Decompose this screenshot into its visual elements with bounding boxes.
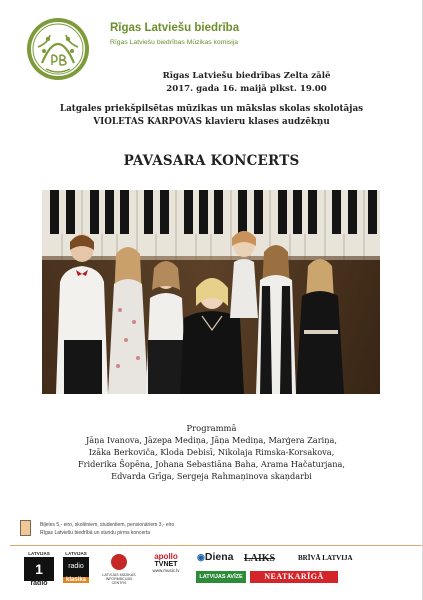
latvijas-radio-logo bbox=[22, 551, 56, 587]
tvnet-text: TVNET bbox=[154, 561, 178, 568]
intro-line-1: Latgales priekšpilsētas mūzikas un mākslas skolas skolotājas bbox=[59, 104, 364, 114]
ticket-location: Rīgas Latviešu biedrībā un stundu pirms koncerta bbox=[40, 530, 151, 536]
ticket-marker bbox=[20, 520, 31, 536]
radio-1-icon: 1 bbox=[24, 557, 54, 581]
radio-klasika-logo bbox=[62, 551, 90, 583]
klasika-bottom: klasika bbox=[63, 577, 89, 583]
group-photo-illustration bbox=[42, 190, 380, 394]
ticket-price: Biļetes 5,- eiro, skolēniem, studentiem, pensionāriem 3,- eiro bbox=[40, 522, 175, 528]
briva-latvija-logo: BRĪVĀ LATVIJA bbox=[298, 554, 353, 562]
lmic-logo bbox=[98, 554, 140, 585]
klasika-top: LATVIJAS bbox=[65, 551, 87, 556]
apollo-tvnet-logo bbox=[146, 552, 186, 573]
apollo-text: apollo bbox=[154, 552, 178, 561]
klasika-mid: radio bbox=[63, 557, 89, 577]
diena-text: Diena bbox=[204, 551, 234, 563]
lmic-text: LATVIJAS MŪZIKAS INFORMĀCIJAS CENTRS bbox=[102, 573, 136, 585]
group-photo bbox=[42, 190, 380, 394]
program-title: Programmā bbox=[186, 423, 237, 433]
latvijas-radio-bottom: radio bbox=[30, 580, 48, 587]
program-line-1: Jāņa Ivanova, Jāzepa Mediņa, Jāņa Mediņa, Marģera Zariņa, bbox=[86, 435, 337, 445]
concert-title: PAVASARA KONCERTS bbox=[123, 153, 300, 169]
program-line-3: Friderika Šopēna, Johana Sebastiāna Baha, Arama Hačaturjana, bbox=[77, 459, 346, 469]
intro-line-2: VIOLETAS KARPOVAS klavieru klases audzēkņu bbox=[93, 117, 330, 127]
laiks-logo: LAIKS bbox=[244, 553, 276, 564]
org-subtitle: Rīgas Latviešu biedrības Mūzikas komisija bbox=[110, 39, 239, 46]
lmic-icon bbox=[111, 554, 127, 570]
latvijas-avize-logo: LATVIJAS AVĪZE bbox=[196, 571, 246, 583]
venue: Rīgas Latviešu biedrības Zelta zālē bbox=[162, 71, 331, 81]
latvijas-radio-top: LATVIJAS bbox=[28, 551, 50, 556]
program-line-2: Izāka Berkoviča, Kloda Debisī, Nikolaja Rimska-Korsakova, bbox=[88, 447, 335, 457]
diena-logo bbox=[197, 551, 233, 563]
program-line-4: Edvarda Grīga, Sergeja Rahmaņinova skaņdarbi bbox=[111, 471, 312, 481]
neatkariga-logo: NEATKARĪGĀ bbox=[250, 571, 338, 583]
org-title: Rīgas Latviešu biedrība bbox=[110, 22, 240, 34]
footer-divider bbox=[10, 545, 423, 546]
music-url: www.music.lv bbox=[152, 568, 180, 573]
diena-icon: ◉ bbox=[197, 552, 205, 562]
event-date: 2017. gada 16. maijā plkst. 19.00 bbox=[166, 84, 327, 94]
